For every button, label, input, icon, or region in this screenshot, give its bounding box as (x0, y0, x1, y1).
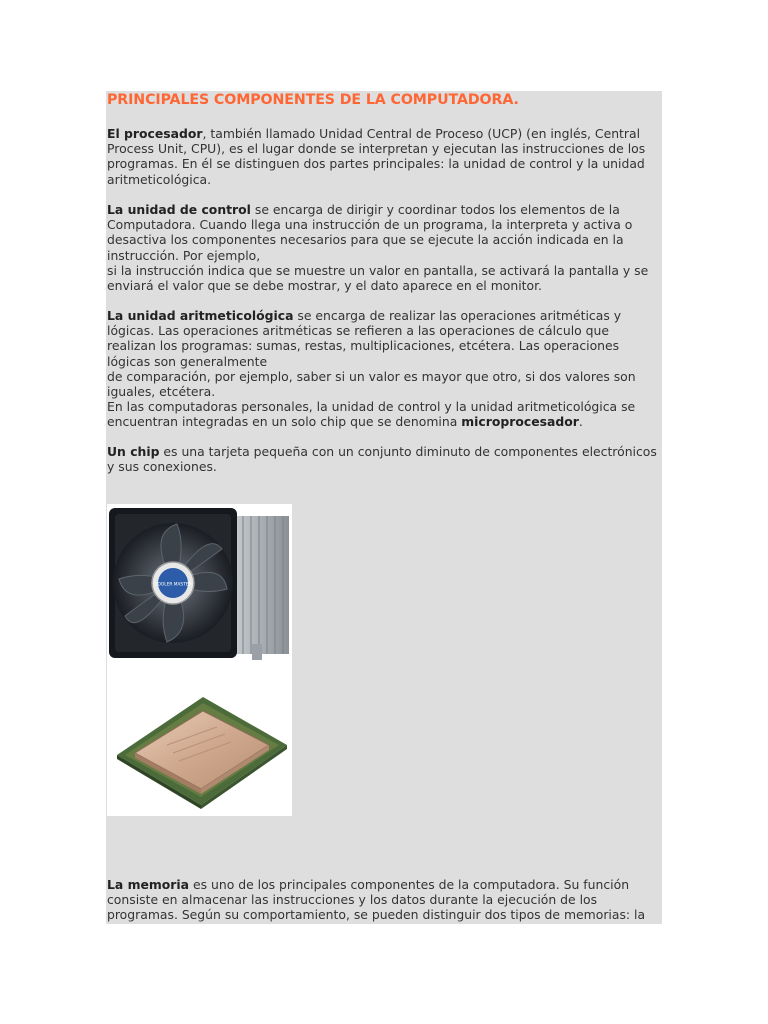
paragraph-alu-text-3: En las computadoras personales, la unidad de control y la unidad aritmeticológica se encuentran integradas en un solo chip que se denomina (107, 399, 636, 430)
paragraph-processor (107, 126, 659, 187)
paragraph-control-unit (107, 202, 659, 293)
paragraph-memory (107, 877, 659, 923)
page-title: PRINCIPALES COMPONENTES DE LA COMPUTADORA. (107, 92, 519, 108)
paragraph-chip (107, 444, 659, 474)
paragraph-alu-text-1: se encarga de realizar las operaciones aritméticas y lógicas. Las operaciones aritméticas se refieren a las operaciones de cálculo que realizan los programas: sumas, restas, multiplicaciones, etcétera. Las operaciones lógicas son generalmente (107, 308, 622, 369)
term-microprocessor: microprocesador (461, 414, 579, 430)
fan-brand-label: COOLER MASTER (154, 582, 192, 588)
cpu-cooler-fan-photo (107, 504, 292, 667)
cpu-processor-chip-photo (107, 667, 292, 816)
fan-icon (107, 504, 292, 667)
paragraph-memory-text: es uno de los principales componentes de la computadora. Su función consiste en almacenar las instrucciones y los datos durante la ejecución de los programas. Según su comportamiento, se pueden distinguir dos tipos de memorias: la (107, 877, 646, 923)
term-processor: El procesador (107, 126, 203, 141)
paragraph-alu-end: . (578, 414, 583, 430)
term-control-unit: La unidad de control (107, 202, 251, 217)
term-chip: Un chip (107, 444, 160, 459)
paragraph-processor-text: , también llamado Unidad Central de Proceso (UCP) (en inglés, Central Process Unit, CPU), es el lugar donde se interpretan y ejecutan las instrucciones de los programas. En él se distinguen dos partes principales: la unidad de control y la unidad aritmeticológica. (107, 126, 646, 187)
paragraph-control-unit-text-1: se encarga de dirigir y coordinar todos los elementos de la Computadora. Cuando llega una instrucción de un programa, la interpreta y activa o desactiva los componentes necesarios para que se ejecute la acción indicada en la instrucción. Por ejemplo, (107, 202, 633, 263)
paragraph-alu-text-2: de comparación, por ejemplo, saber si un valor es mayor que otro, si dos valores son iguales, etcétera. (107, 368, 636, 400)
term-alu: La unidad aritmeticológica (107, 308, 294, 323)
processor-chip-icon (107, 667, 292, 816)
paragraph-control-unit-text-2: si la instrucción indica que se muestre un valor en pantalla, se activará la pantalla y se enviará el valor que se debe mostrar, y el dato aparece en el monitor. (107, 262, 649, 294)
term-memory: La memoria (107, 877, 190, 892)
paragraph-chip-text: es una tarjeta pequeña con un conjunto diminuto de componentes electrónicos y sus conexiones. (107, 444, 657, 475)
content-panel (106, 91, 662, 924)
paragraph-alu (107, 308, 659, 430)
